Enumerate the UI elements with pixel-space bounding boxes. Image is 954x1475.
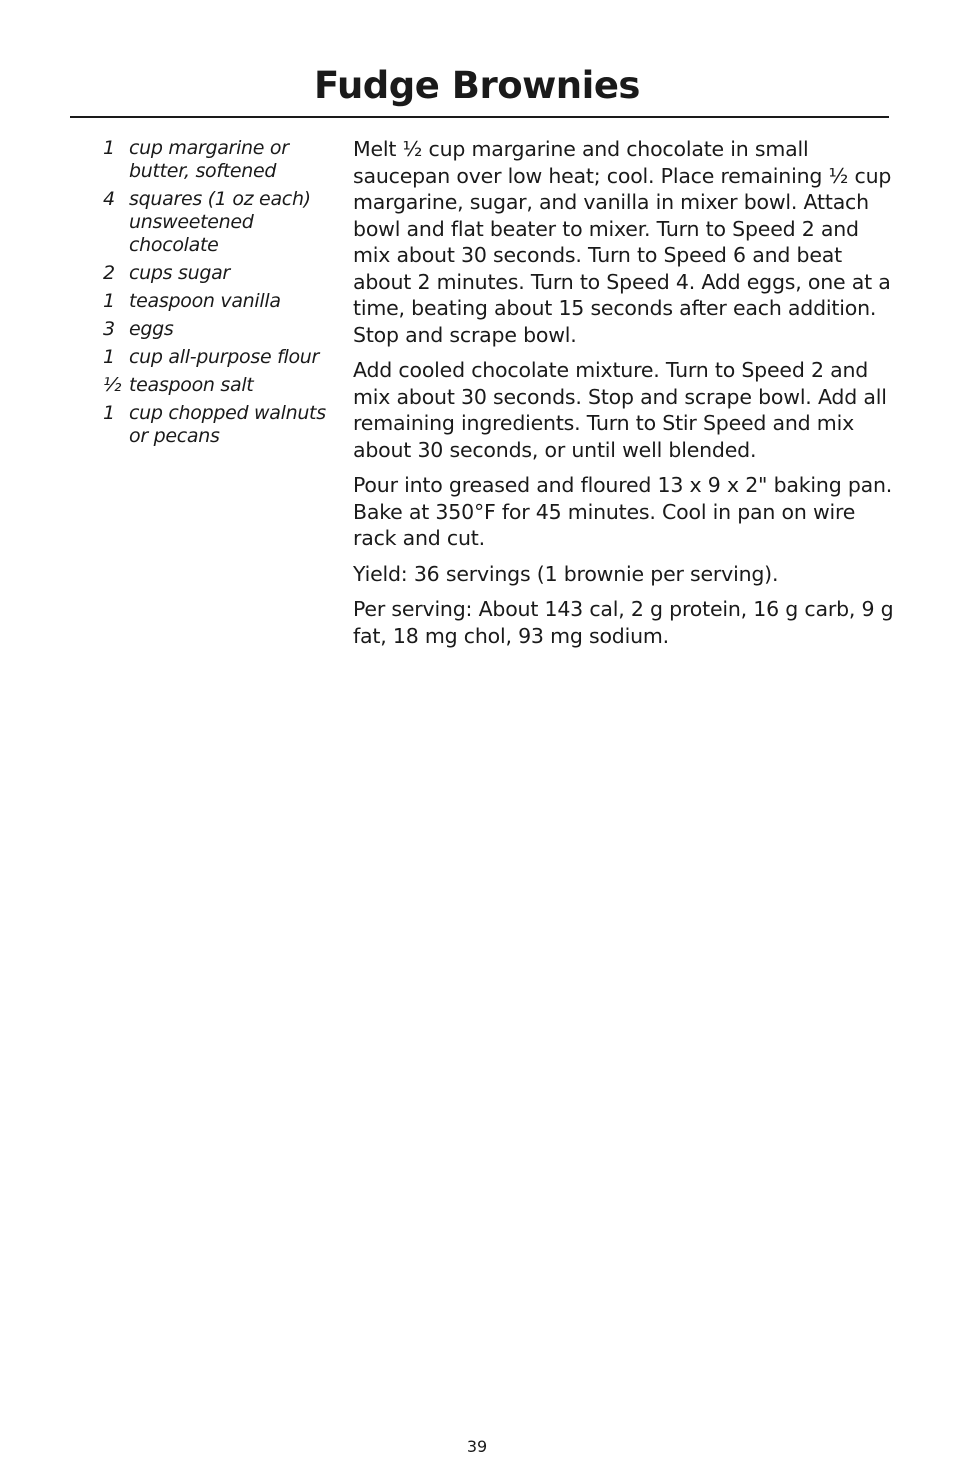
ingredient-name: cups sugar	[129, 262, 230, 284]
ingredient-list	[103, 137, 333, 453]
ingredient-quantity: 3	[103, 318, 115, 340]
ingredient-quantity: 1	[103, 402, 115, 424]
ingredient-quantity: 1	[103, 290, 115, 312]
direction-step: Pour into greased and floured 13 x 9 x 2" baking pan. Bake at 350°F for 45 minutes. Cool in pan on wire rack and cut.	[353, 473, 893, 550]
ingredient-item	[103, 346, 333, 369]
ingredient-quantity: 1	[103, 137, 115, 159]
title-divider	[70, 116, 889, 118]
ingredient-quantity: 1	[103, 346, 115, 368]
directions	[353, 136, 898, 658]
ingredient-item	[103, 188, 333, 257]
ingredient-item	[103, 374, 333, 397]
ingredient-name: cup margarine or butter, softened	[129, 137, 289, 182]
ingredient-name: squares (1 oz each) unsweetened chocolate	[129, 188, 311, 256]
ingredient-item	[103, 262, 333, 285]
page-number: 39	[466, 1437, 488, 1456]
recipe-title: Fudge Brownies	[314, 64, 640, 107]
ingredient-quantity: 2	[103, 262, 115, 284]
ingredient-name: cup chopped walnuts or pecans	[129, 402, 326, 447]
ingredient-item	[103, 290, 333, 313]
ingredient-item	[103, 318, 333, 341]
nutrition-text: Per serving: About 143 cal, 2 g protein, 16 g carb, 9 g fat, 18 mg chol, 93 mg sodium.	[353, 597, 894, 648]
ingredient-item	[103, 137, 333, 183]
ingredient-name: teaspoon vanilla	[129, 290, 281, 312]
ingredient-quantity: ½	[103, 374, 122, 396]
ingredient-name: eggs	[129, 318, 174, 340]
ingredient-name: teaspoon salt	[129, 374, 254, 396]
direction-step: Add cooled chocolate mixture. Turn to Speed 2 and mix about 30 seconds. Stop and scrape bowl. Add all remaining ingredients. Turn to Stir Speed and mix about 30 seconds, or until well blended.	[353, 358, 887, 462]
direction-step: Melt ½ cup margarine and chocolate in small saucepan over low heat; cool. Place remaining ½ cup margarine, sugar, and vanilla in mixer bowl. Attach bowl and flat beater to mixer. Turn to Speed 2 and mix about 30 seconds. Turn to Speed 6 and beat about 2 minutes. Turn to Speed 4. Add eggs, one at a time, beating about 15 seconds after each addition. Stop and scrape bowl.	[353, 137, 892, 347]
ingredient-item	[103, 402, 333, 448]
ingredient-quantity: 4	[103, 188, 115, 210]
ingredient-name: cup all-purpose flour	[129, 346, 320, 368]
yield-text: Yield: 36 servings (1 brownie per serving).	[353, 561, 779, 586]
